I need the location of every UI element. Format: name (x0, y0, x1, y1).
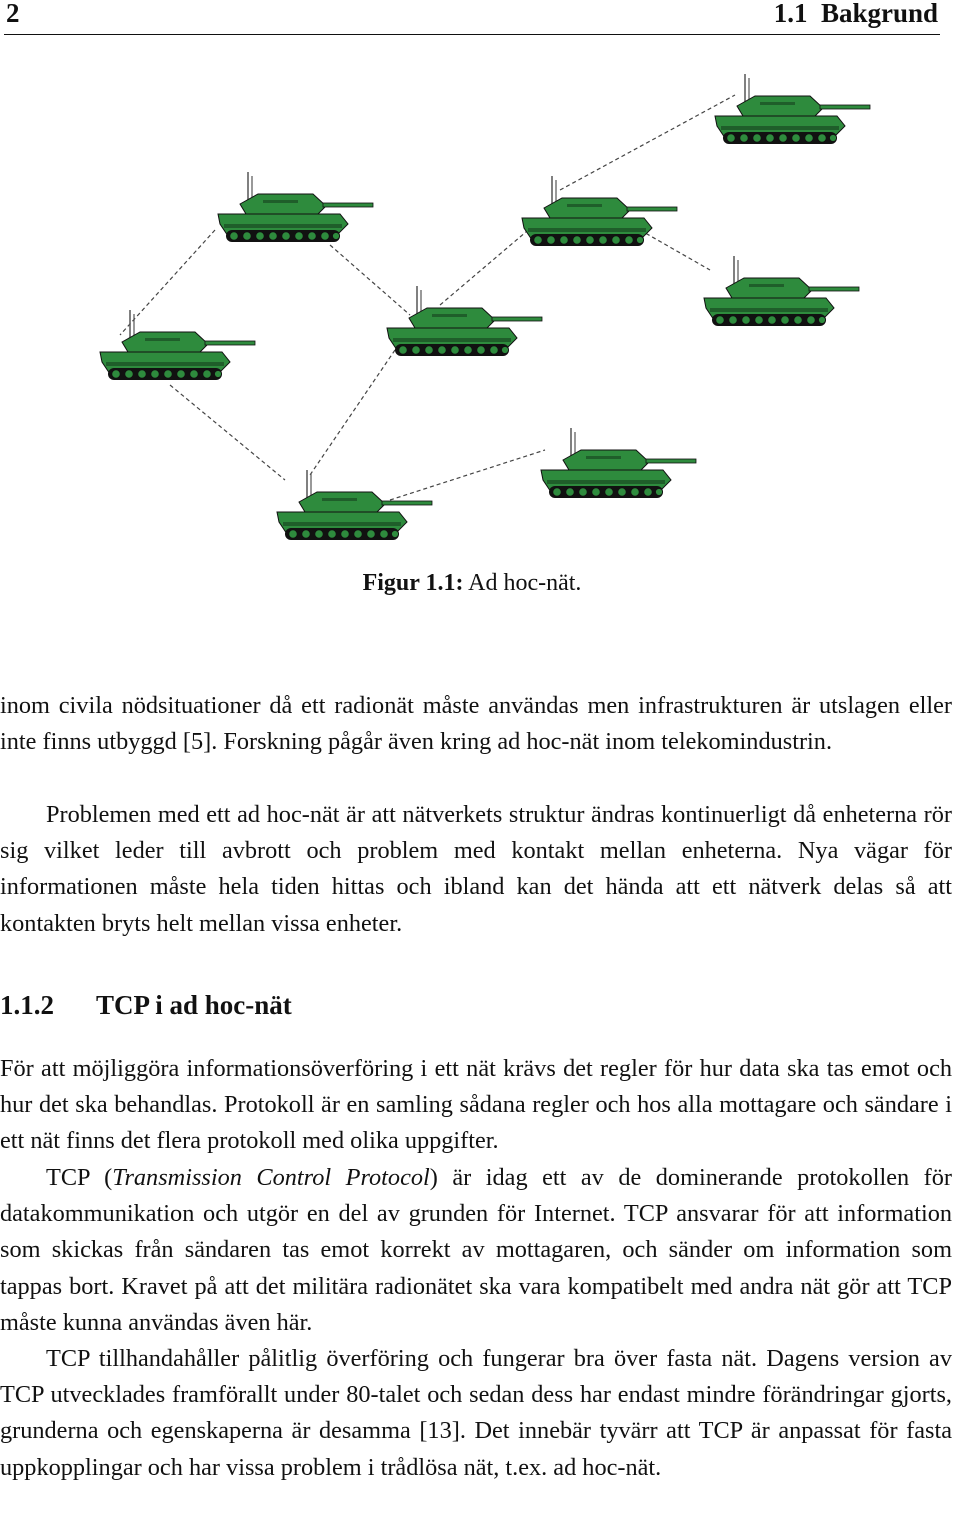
page-number: 2 (6, 0, 20, 28)
section-heading (0, 990, 292, 1021)
figure-caption (0, 570, 944, 597)
tank-icon (100, 310, 255, 380)
paragraph-4 (0, 1160, 952, 1341)
paragraph-3: För att möjliggöra informationsöverföring i ett nät krävs det regler för hur data ska tas emot och hur det ska behandlas. Protokoll är en samling sådana regler och hos alla mottagare och sändare i ett nät finns det flera protokoll med olika uppgifter. (0, 1055, 952, 1155)
paragraph-5: TCP tillhandahåller pålitlig överföring och fungerar bra över fasta nät. Dagens version av TCP utvecklades framförallt under 80-talet och sedan dess har endast mindre förändringar gjorts, grunderna och egenskaperna är desamma [13]. Det innebär tyvärr att TCP är anpassat för fasta uppkopplingar och har vissa problem i trådlösa nät, t.ex. ad hoc-nät. (0, 1345, 952, 1481)
paragraph-1: inom civila nödsituationer då ett radionät måste användas men infrastrukturen är utslagen eller inte finns utbyggd [5]. Forskning pågår även kring ad hoc-nät inom telekomindustrin. (0, 692, 952, 756)
adhoc-network-figure (0, 60, 960, 550)
section-title: TCP i ad hoc-nät (96, 990, 292, 1020)
tank-icon (277, 470, 432, 540)
page-header (4, 0, 940, 35)
tank-icon (387, 286, 542, 356)
tank-icon (522, 176, 677, 246)
tank-icon (541, 428, 696, 498)
paragraph-4-rest: ) är idag ett av de dominerande protokollen för datakommunikation och utgör en del av grunden för Internet. TCP ansvarar för att information som skickas från sändaren tas emot korrekt av mottagaren, och sänder om information som tappas bort. Kravet på att det militära radionätet ska vara kompatibelt med andra nät gör att TCP måste kunna användas även här. (0, 1164, 952, 1336)
tcp-expansion: Transmission Control Protocol (112, 1164, 430, 1191)
paragraph-4-start: TCP ( (46, 1164, 113, 1191)
network-links (120, 95, 735, 500)
paragraph-2: Problemen med ett ad hoc-nät är att nätverkets struktur ändras kontinuerligt då enheterna rör sig vilket leder till avbrott och problem med kontakt mellan enheterna. Nya vägar för informationen måste hela tiden hittas och ibland kan det hända att ett nätverk delas så att kontakten bryts helt mellan vissa enheter. (0, 801, 952, 937)
caption-text: Ad hoc-nät. (463, 570, 582, 596)
tank-icon (715, 74, 870, 144)
caption-label: Figur 1.1: (362, 570, 464, 596)
tank-icon (704, 256, 859, 326)
running-title: 1.1 Bakgrund (773, 0, 938, 28)
section-number: 1.1.2 (0, 990, 54, 1020)
tank-icon (218, 172, 373, 242)
network-diagram (0, 60, 960, 550)
